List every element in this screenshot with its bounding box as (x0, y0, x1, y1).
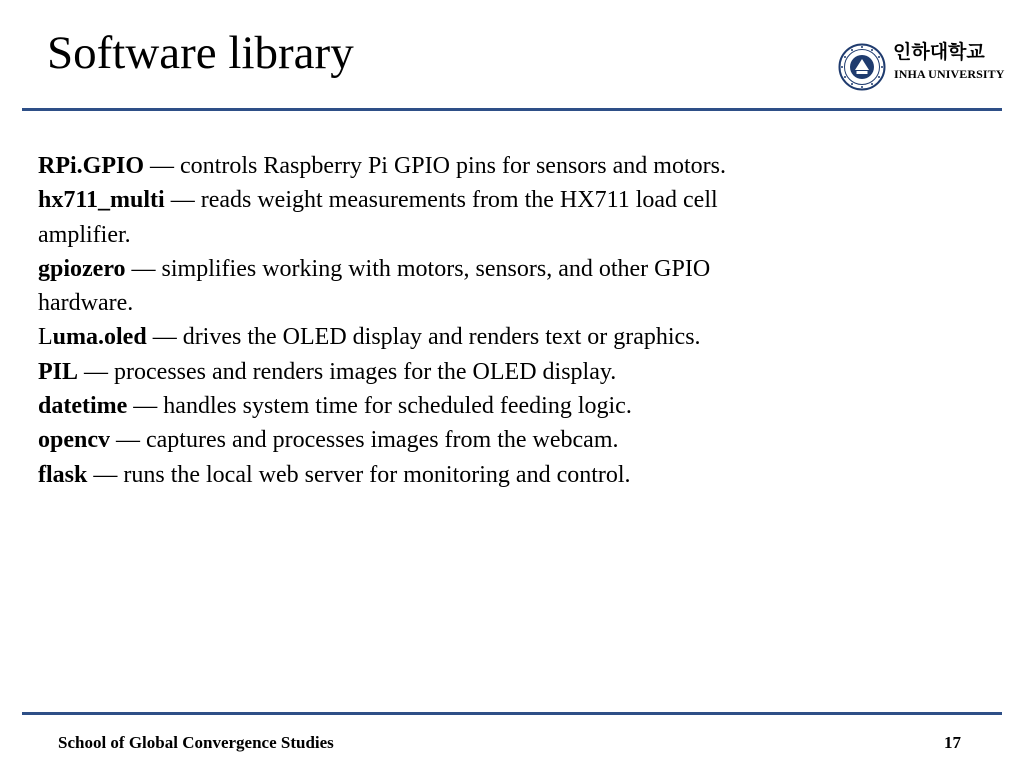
library-entry-luma-oled (38, 320, 778, 354)
library-description: — runs the local web server for monitoring and control. (87, 461, 631, 488)
slide-title: Software library (47, 27, 354, 79)
library-entry-datetime (38, 389, 778, 423)
footer-divider (22, 712, 1002, 715)
title-divider (22, 108, 1002, 111)
library-entry-opencv (38, 423, 778, 457)
library-description: — handles system time for scheduled feeding logic. (127, 393, 632, 420)
library-description: — simplifies working with motors, sensors, and other GPIO hardware. (38, 255, 711, 317)
university-seal-icon (838, 43, 886, 91)
library-name: RPi.GPIO (38, 153, 144, 179)
library-list (38, 149, 778, 492)
library-name: opencv (38, 427, 110, 454)
inha-university-logo (838, 40, 1005, 94)
logo-korean-name: 인하대학교 (893, 41, 985, 63)
page-number: 17 (944, 733, 961, 752)
library-description: — reads weight measurements from the HX711 load cell amplifier. (38, 187, 718, 248)
library-name: hx711_multi (38, 187, 165, 214)
library-name-prefix: L (38, 324, 53, 351)
library-description: — controls Raspberry Pi GPIO pins for sensors and motors. (144, 153, 726, 179)
library-entry-pil (38, 355, 778, 389)
library-entry-hx711-multi (38, 183, 778, 252)
library-description: — captures and processes images from the webcam. (110, 427, 619, 454)
footer-department: School of Global Convergence Studies (58, 733, 334, 752)
library-entry-flask (38, 458, 778, 492)
library-entry-gpiozero (38, 252, 778, 321)
library-name: flask (38, 461, 88, 488)
library-entry-rpi-gpio (38, 149, 778, 183)
library-name: PIL (38, 358, 79, 385)
logo-english-name: INHA UNIVERSITY (894, 67, 1005, 81)
library-name: uma.oled (52, 324, 147, 351)
library-description: — processes and renders images for the OLED display. (78, 358, 617, 385)
library-name: gpiozero (38, 255, 126, 282)
library-name: datetime (38, 393, 128, 420)
library-description: — drives the OLED display and renders text or graphics. (146, 324, 701, 351)
